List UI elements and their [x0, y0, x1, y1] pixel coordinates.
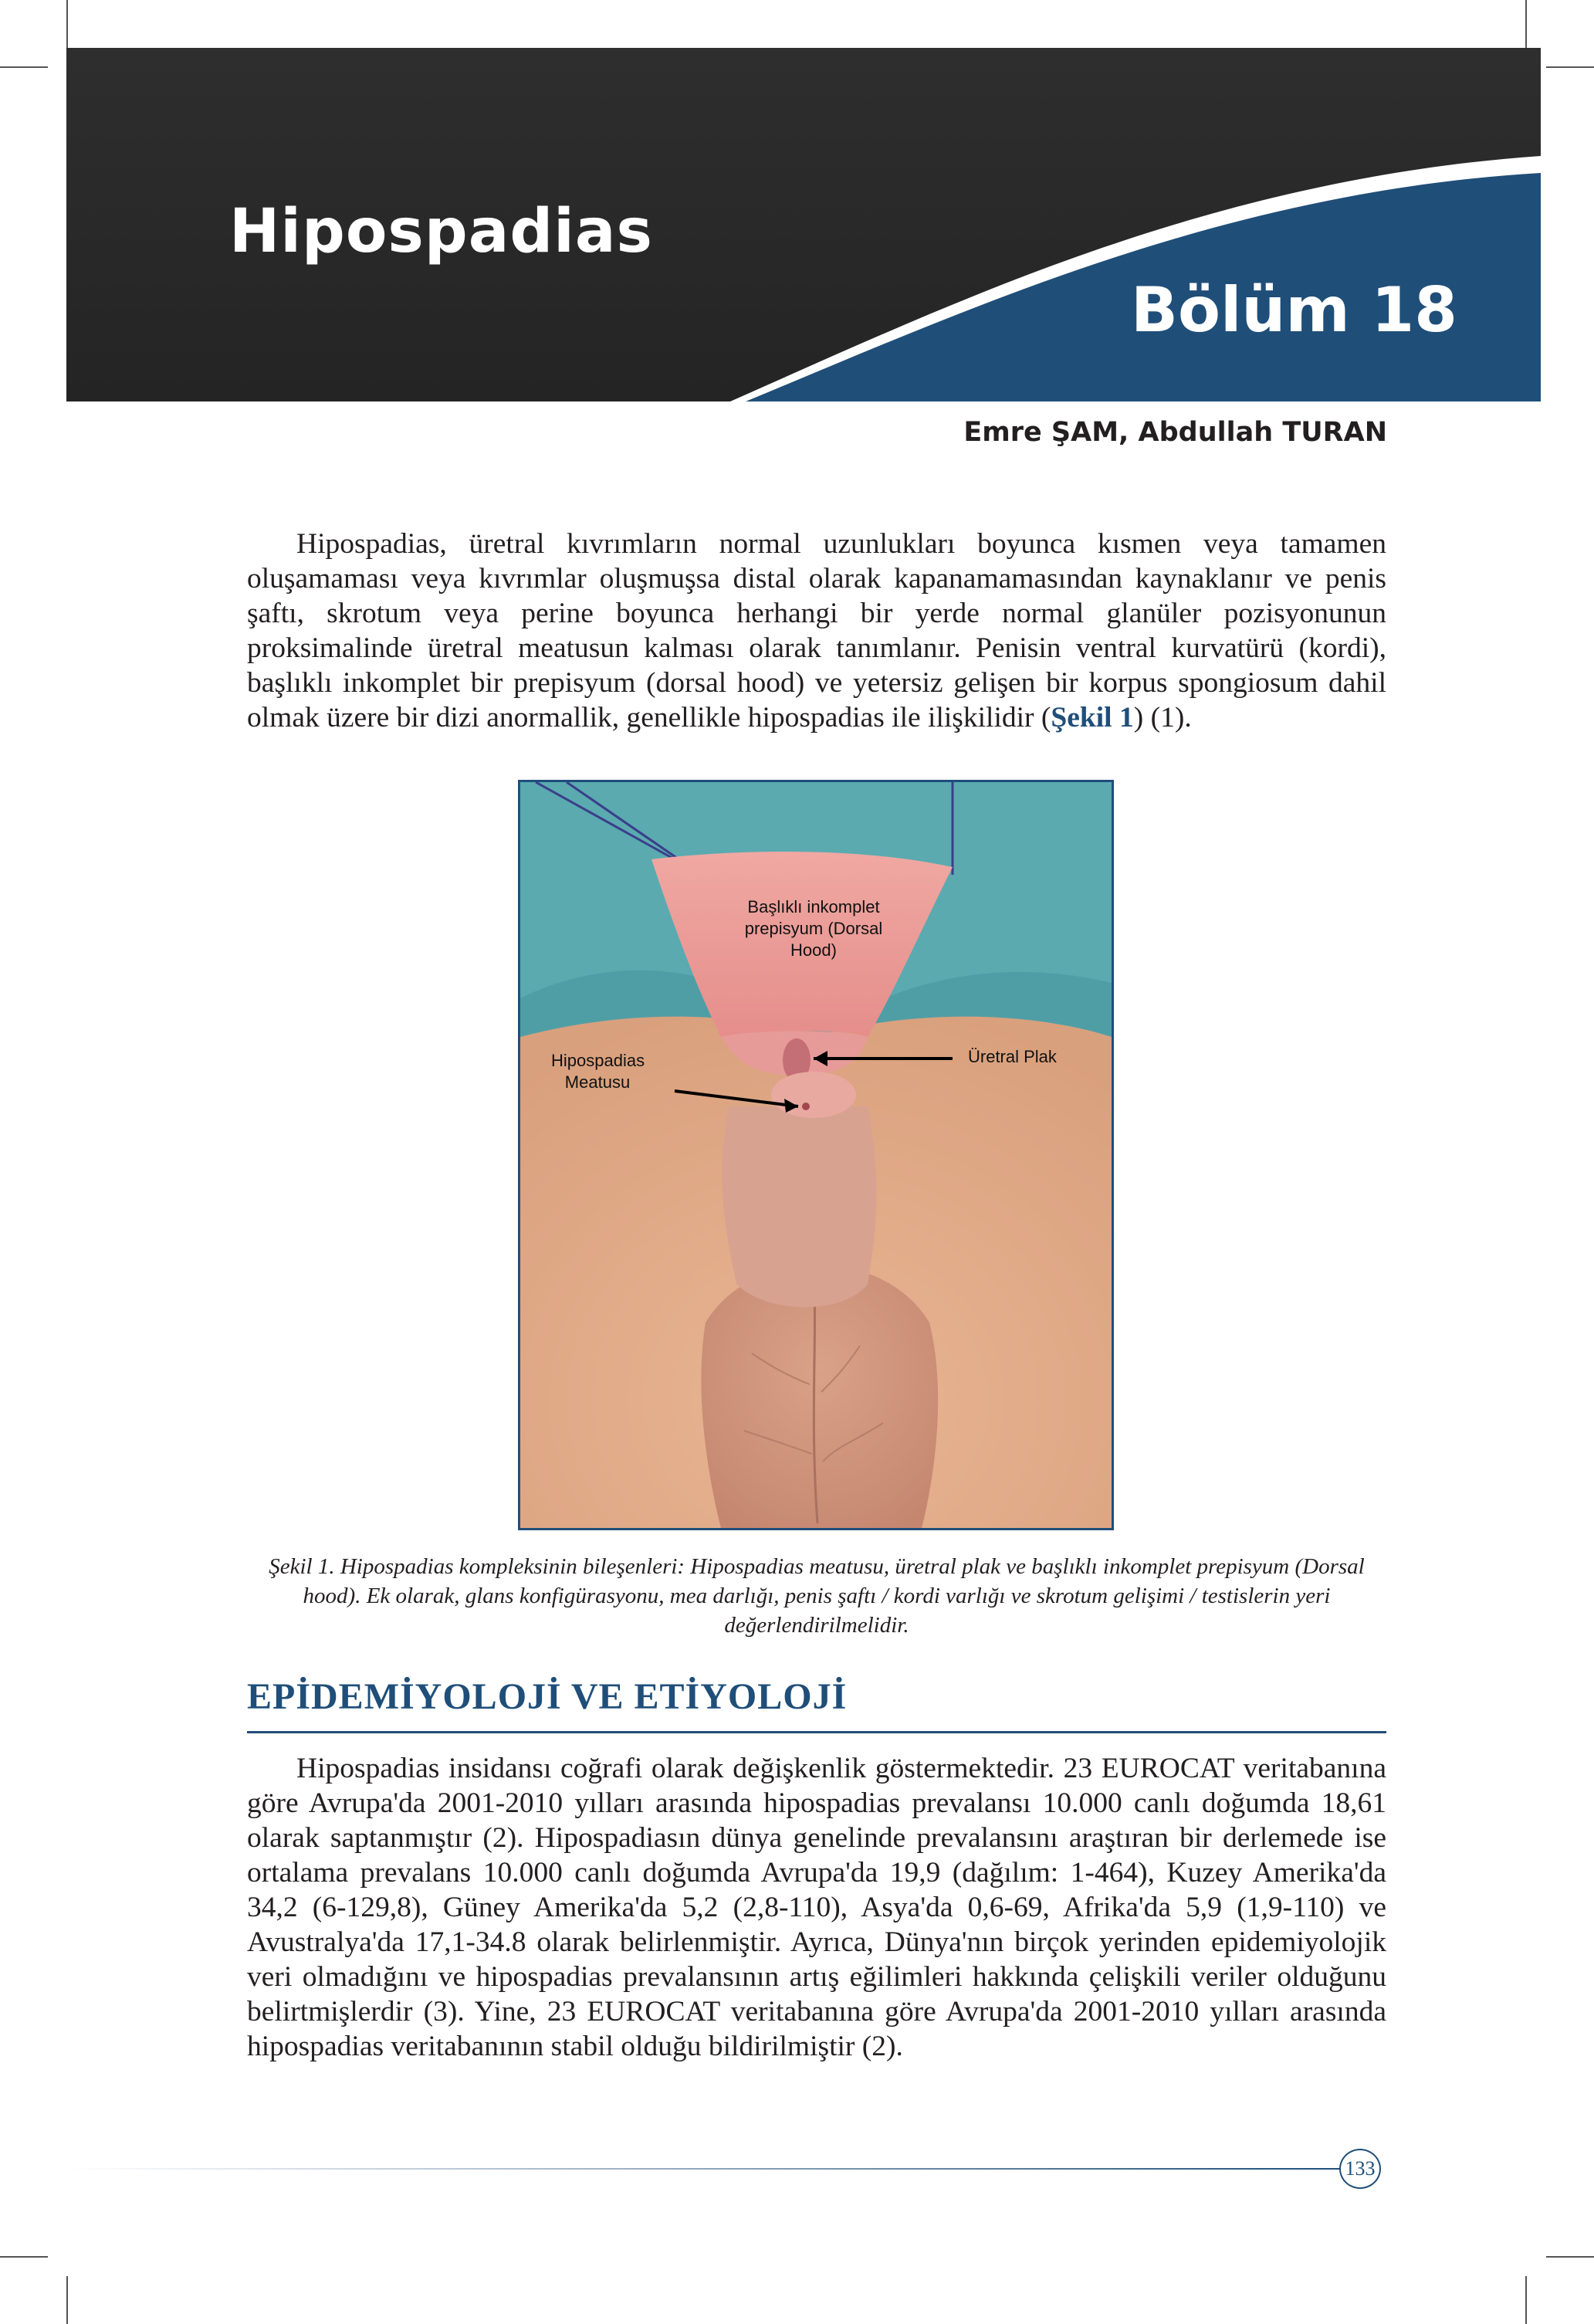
label-urethral-plate: Üretral Plak — [968, 1047, 1057, 1066]
authors: Emre ŞAM, Abdullah TURAN — [963, 417, 1387, 448]
crop-mark — [1546, 66, 1594, 68]
crop-mark — [1525, 0, 1527, 48]
footer-divider — [66, 2168, 1340, 2170]
crop-mark — [0, 66, 48, 68]
crop-mark — [0, 2256, 48, 2258]
intro-paragraph — [247, 527, 1386, 735]
label-dorsal-hood: Başlıklı inkomplet prepisyum (Dorsal Hood) — [744, 897, 883, 960]
label-meatus: Hipospadias Meatusu — [551, 1051, 645, 1092]
chapter-title: Hipospadias — [229, 197, 653, 266]
crop-mark — [66, 2276, 68, 2324]
intro-text: Hipospadias, üretral kıvrımların normal uzunlukları boyunca kısmen veya tamamen oluşamaması veya kıvrımlar oluşmuşsa distal olarak kapanamamasından kaynaklanır ve penis şaftı, skrotum veya perine boyunca herhangi bir yerde normal glanüler pozisyonunun proksimalinde üretral meatusun kalması olarak tanımlanır. Penisin ventral kurvatürü (kordi), başlıklı inkomplet bir prepisyum (dorsal hood) ve yetersiz gelişen bir korpus spongiosum dahil olmak üzere bir dizi anormallik, genellikle hipospadias ile ilişkilidir ( — [247, 528, 1386, 733]
section-paragraph — [247, 1751, 1386, 2064]
chapter-number: Bölüm 18 — [1131, 274, 1457, 346]
section-divider — [247, 1731, 1386, 1733]
figure-reference[interactable]: Şekil 1 — [1051, 702, 1134, 733]
section-heading: EPİDEMİYOLOJİ VE ETİYOLOJİ — [247, 1676, 848, 1717]
clinical-photo — [520, 782, 1112, 1528]
intro-suffix: ) (1). — [1133, 702, 1192, 733]
section-text: Hipospadias insidansı coğrafi olarak değişkenlik göstermektedir. 23 EUROCAT veritabanına göre Avrupa'da 2001-2010 yılları arasında hipospadias prevalansı 10.000 canlı doğumda 18,61 olarak saptanmıştır (2). Hipospadiasın dünya genelinde prevalansını araştıran bir derlemede ise ortalama prevalans 10.000 canlı doğumda Avrupa'da 19,9 (dağılım: 1-464), Kuzey Amerika'da 34,2 (6-129,8), Güney Amerika'da 5,2 (2,8-110), Asya'da 0,6-69, Afrika'da 5,9 (1,9-110) ve Avustralya'da 17,1-34.8 olarak belirlenmiştir. Ayrıca, Dünya'nın birçok yerinden epidemiyolojik veri olmadığını ve hipospadias prevalansının artış eğilimleri hakkında çelişkili veriler olduğunu belirtmişlerdir (3). Yine, 23 EUROCAT veritabanına göre Avrupa'da 2001-2010 yılları arasında hipospadias veritabanının stabil olduğu bildirilmiştir (2). — [247, 1753, 1386, 2062]
crop-mark — [1525, 2276, 1527, 2324]
crop-mark — [66, 0, 68, 48]
figure-caption: Şekil 1. Hipospadias kompleksinin bileşenleri: Hipospadias meatusu, üretral plak ve başlıklı inkomplet prepisyum (Dorsal hood). Ek olarak, glans konfigürasyonu, mea darlığı, penis şaftı / kordi varlığı ve skrotum gelişimi / testislerin yeri değerlendirilmelidir. — [269, 1554, 1365, 1638]
page-number: 133 — [1339, 2149, 1381, 2189]
clinical-figure — [518, 780, 1114, 1530]
crop-mark — [1546, 2256, 1594, 2258]
